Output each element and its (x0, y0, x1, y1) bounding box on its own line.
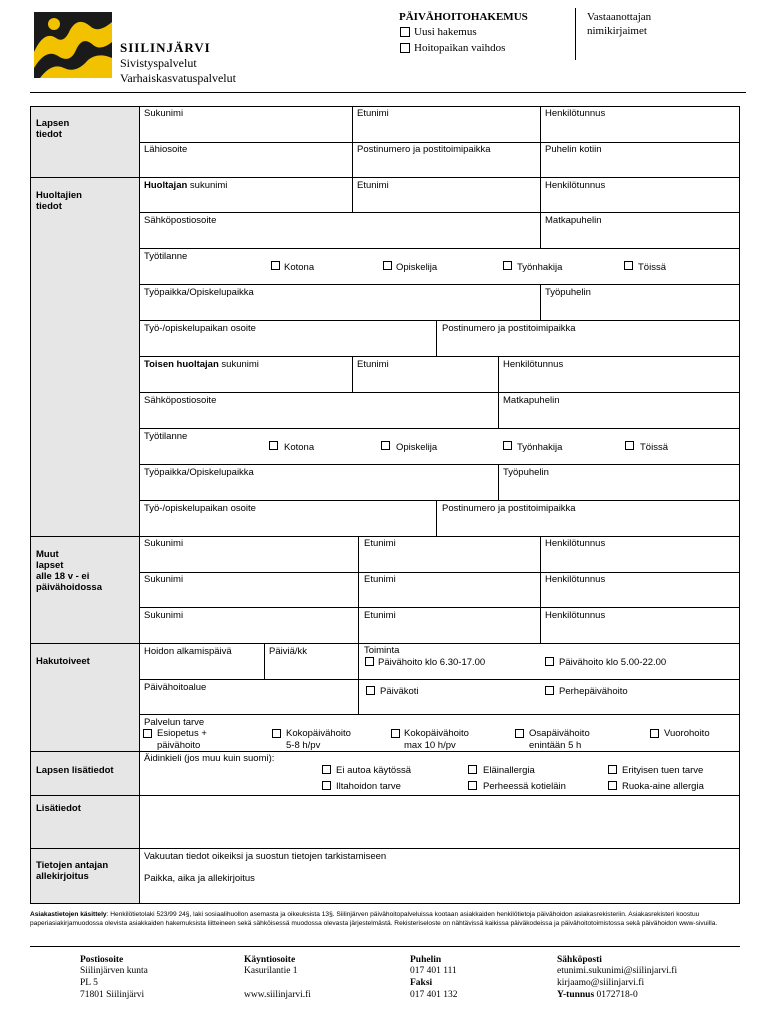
footer-business-id: Y-tunnus 0172718-0 (557, 990, 638, 1000)
sep-extra (30, 795, 740, 796)
footer-email (557, 955, 677, 1001)
guardian1-mobile-label: Matkapuhelin (545, 215, 602, 226)
row-line (139, 142, 740, 143)
need-part-label: Osapäivähoito enintään 5 h (529, 728, 590, 751)
change-place-label: Hoitopaikan vaihdos (414, 42, 506, 54)
days-month-label: Päiviä/kk (269, 646, 308, 657)
footer-postal-line: PL 5 (80, 978, 98, 988)
no-car-label: Ei autoa käytössä (336, 765, 411, 776)
footer-postal-title: Postiosoite (80, 955, 124, 965)
recipient-divider (575, 8, 576, 60)
sibling2-surname-label: Sukunimi (144, 574, 184, 585)
footer-email-line[interactable]: kirjaamo@siilinjarvi.fi (557, 978, 645, 988)
food-allergy-checkbox[interactable] (608, 781, 617, 790)
guardian1-workaddress-label: Työ-/opiskelupaikan osoite (144, 323, 256, 334)
col-line (498, 356, 499, 428)
recipient-label-2: nimikirjaimet (587, 25, 647, 37)
sibling3-ssn-label: Henkilötunnus (545, 610, 606, 621)
daycare-centre-checkbox[interactable] (366, 686, 375, 695)
form-title: PÄIVÄHOITOHAKEMUS (399, 11, 528, 23)
section-extra: Lisätiedot (36, 803, 81, 814)
need-full-label: Kokopäivähoito max 10 h/pv (404, 728, 469, 751)
row-line (139, 607, 740, 608)
guardian2-ssn-label: Henkilötunnus (503, 359, 564, 370)
guardian1-workpostal-label: Postinumero ja postitoimipaikka (442, 323, 576, 334)
sibling3-firstname-label: Etunimi (364, 610, 396, 621)
guardian2-workphone-label: Työpuhelin (503, 467, 549, 478)
col-line (498, 464, 499, 500)
mother-tongue-label: Äidinkieli (jos muu kuin suomi): (144, 753, 275, 764)
sep-signature (30, 848, 740, 849)
sibling2-firstname-label: Etunimi (364, 574, 396, 585)
guardian2-student-checkbox[interactable] (381, 441, 390, 450)
animal-allergy-checkbox[interactable] (468, 765, 477, 774)
footer-postal-line: Siilinjärven kunta (80, 966, 148, 976)
guardian2-firstname-label: Etunimi (357, 359, 389, 370)
section-signature: Tietojen antajan allekirjoitus (36, 860, 109, 882)
footer-email-line[interactable]: etunimi.sukunimi@siilinjarvi.fi (557, 966, 678, 976)
child-postal-label: Postinumero ja postitoimipaikka (357, 144, 491, 155)
footer-email-title: Sähköposti (557, 955, 602, 965)
footer-phone-number: 017 401 111 (410, 966, 457, 976)
guardian1-student-label: Opiskelija (396, 262, 438, 273)
guardian1-firstname-label: Etunimi (357, 180, 389, 191)
sep-guardians (30, 177, 740, 178)
footer-postal-line: 71801 Siilinjärvi (80, 990, 145, 1000)
daycare-area-label: Päivähoitoalue (144, 682, 207, 693)
col-line (540, 536, 541, 643)
child-firstname-label: Etunimi (357, 108, 389, 119)
child-homephone-label: Puhelin kotiin (545, 144, 602, 155)
change-place-checkbox[interactable] (400, 43, 410, 53)
guardian2-working-label: Töissä (640, 442, 668, 453)
activity-label: Toiminta (364, 645, 400, 656)
child-address-label: Lähiosoite (144, 144, 188, 155)
col-line (540, 106, 541, 177)
col-line (436, 320, 437, 356)
guardian2-jobseeker-label: Työnhakija (517, 442, 563, 453)
footer-postal (80, 955, 148, 1001)
footer-visit-title: Käyntiosoite (244, 955, 296, 965)
need-preschool-checkbox[interactable] (143, 729, 152, 738)
guardian1-jobseeker-label: Työnhakija (517, 262, 563, 273)
row-line (139, 572, 740, 573)
need-full-checkbox[interactable] (391, 729, 400, 738)
guardian2-jobseeker-checkbox[interactable] (503, 441, 512, 450)
need-part-checkbox[interactable] (515, 729, 524, 738)
col-line (540, 177, 541, 248)
daycare-centre-label: Päiväkoti (380, 686, 419, 697)
family-daycare-label: Perhepäivähoito (559, 686, 628, 697)
footer-rule (30, 946, 740, 947)
row-line (139, 500, 740, 501)
sep-others (30, 536, 740, 537)
municipality-logo (34, 12, 112, 78)
service-need-label: Palvelun tarve (144, 717, 205, 728)
col-line (352, 356, 353, 392)
legal-notice: Asiakastietojen käsittely: Henkilötietolaki 523/99 24§, laki sosiaalihuollon asemasta ja oikeuksista 13§. Siilinjärven päivähoitopalveluissa kootaan asiakkaiden henkilötietoja päivähoidon asiakasrekisteriin. Asiakasrekisteri koostuu paperiasiakirjamuodossa olevista asiakkaiden hakemuksista liitteineen sekä sähköisessä muodossa olevasta järjestelmästä. Rekisteriseloste on nähtävissä kaikissa päiväkodeissa ja päivähoitotoimistossa sekä päivähoidon www-sivuilla. (30, 911, 718, 927)
label-column-border (139, 106, 140, 904)
guardian1-surname-label: Huoltajan sukunimi (144, 180, 228, 191)
daycare-hours2-checkbox[interactable] (545, 657, 554, 666)
section-child: Lapsen tiedot (36, 118, 70, 140)
section-child-extra: Lapsen lisätiedot (36, 765, 114, 776)
row-line (139, 356, 740, 357)
animal-allergy-label: Eläinallergia (483, 765, 535, 776)
guardian2-email-label: Sähköpostiosoite (144, 395, 217, 406)
sep-wishes (30, 643, 740, 644)
need-shift-checkbox[interactable] (650, 729, 659, 738)
row-line (139, 212, 740, 213)
footer-visit (244, 955, 311, 1001)
daycare-hours2-label: Päivähoito klo 5.00-22.00 (559, 657, 667, 668)
family-daycare-checkbox[interactable] (545, 686, 554, 695)
row-line (139, 428, 740, 429)
need-shift-label: Vuorohoito (664, 728, 710, 739)
footer-fax-number: 017 401 132 (410, 990, 458, 1000)
guardian2-mobile-label: Matkapuhelin (503, 395, 560, 406)
header-rule (30, 92, 746, 93)
no-car-checkbox[interactable] (322, 765, 331, 774)
guardian2-student-label: Opiskelija (396, 442, 438, 453)
sibling2-ssn-label: Henkilötunnus (545, 574, 606, 585)
brand-name: SIILINJÄRVI (120, 40, 211, 55)
special-support-checkbox[interactable] (608, 765, 617, 774)
row-line (139, 464, 740, 465)
sibling1-ssn-label: Henkilötunnus (545, 538, 606, 549)
guardian2-workaddress-label: Työ-/opiskelupaikan osoite (144, 503, 256, 514)
guardian1-email-label: Sähköpostiosoite (144, 215, 217, 226)
sibling1-firstname-label: Etunimi (364, 538, 396, 549)
guardian2-working-checkbox[interactable] (625, 441, 634, 450)
row-line (139, 284, 740, 285)
home-pets-checkbox[interactable] (468, 781, 477, 790)
recipient-label-1: Vastaanottajan (587, 11, 652, 23)
sibling3-surname-label: Sukunimi (144, 610, 184, 621)
col-line (264, 643, 265, 679)
daycare-hours-checkbox[interactable] (365, 657, 374, 666)
guardian1-home-checkbox[interactable] (271, 261, 280, 270)
place-date-sign-label: Paikka, aika ja allekirjoitus (144, 873, 255, 884)
section-wishes: Hakutoiveet (36, 656, 90, 667)
row-line (139, 248, 740, 249)
special-support-label: Erityisen tuen tarve (622, 765, 704, 776)
guardian2-surname-label: Toisen huoltajan sukunimi (144, 359, 259, 370)
department-1: Sivistyspalvelut (120, 56, 197, 70)
footer-visit-line: Kasurilantie 1 (244, 966, 298, 976)
footer-visit-line (244, 977, 311, 989)
need-full-small-label: Kokopäivähoito 5-8 h/pv (286, 728, 351, 751)
guardian1-working-label: Töissä (638, 262, 666, 273)
home-pets-label: Perheessä kotieläin (483, 781, 566, 792)
need-preschool-label: Esiopetus + päivähoito (157, 728, 207, 751)
guardian2-workplace-label: Työpaikka/Opiskelupaikka (144, 467, 254, 478)
evening-care-checkbox[interactable] (322, 781, 331, 790)
row-line (139, 320, 740, 321)
col-line (358, 536, 359, 643)
guardian1-working-checkbox[interactable] (624, 261, 633, 270)
new-application-checkbox[interactable] (400, 27, 410, 37)
sep-child-extra (30, 751, 740, 752)
col-line (352, 106, 353, 177)
new-application-label: Uusi hakemus (414, 26, 477, 38)
guardian2-home-label: Kotona (284, 442, 315, 453)
consent-text: Vakuutan tiedot oikeiksi ja suostun tietojen tarkistamiseen (144, 851, 387, 862)
food-allergy-label: Ruoka-aine allergia (622, 781, 704, 792)
col-line (352, 177, 353, 212)
section-other-children: Muut lapset alle 18 v - ei päivähoidossa (36, 549, 102, 593)
need-full-small-checkbox[interactable] (272, 729, 281, 738)
daycare-hours-label: Päivähoito klo 6.30-17.00 (378, 657, 486, 668)
col-line (358, 643, 359, 714)
guardian1-employment-label: Työtilanne (144, 251, 188, 262)
start-date-label: Hoidon alkamispäivä (144, 646, 232, 657)
guardian1-home-label: Kotona (284, 262, 315, 273)
row-line (139, 679, 740, 680)
footer-phone-title: Puhelin (410, 955, 442, 965)
child-ssn-label: Henkilötunnus (545, 108, 606, 119)
guardian1-workplace-label: Työpaikka/Opiskelupaikka (144, 287, 254, 298)
sibling1-surname-label: Sukunimi (144, 538, 184, 549)
footer-phone (410, 955, 458, 1001)
col-line (436, 500, 437, 536)
guardian2-workpostal-label: Postinumero ja postitoimipaikka (442, 503, 576, 514)
guardian1-ssn-label: Henkilötunnus (545, 180, 606, 191)
guardian1-student-checkbox[interactable] (383, 261, 392, 270)
guardian2-employment-label: Työtilanne (144, 431, 188, 442)
evening-care-label: Iltahoidon tarve (336, 781, 401, 792)
col-line (540, 284, 541, 320)
row-line (139, 392, 740, 393)
guardian2-home-checkbox[interactable] (269, 441, 278, 450)
department-2: Varhaiskasvatuspalvelut (120, 71, 236, 85)
footer-website-link[interactable]: www.siilinjarvi.fi (244, 990, 311, 1000)
guardian1-workphone-label: Työpuhelin (545, 287, 591, 298)
row-line (139, 714, 740, 715)
guardian1-jobseeker-checkbox[interactable] (503, 261, 512, 270)
footer-fax-title: Faksi (410, 978, 433, 988)
section-guardians: Huoltajien tiedot (36, 190, 82, 212)
child-surname-label: Sukunimi (144, 108, 184, 119)
